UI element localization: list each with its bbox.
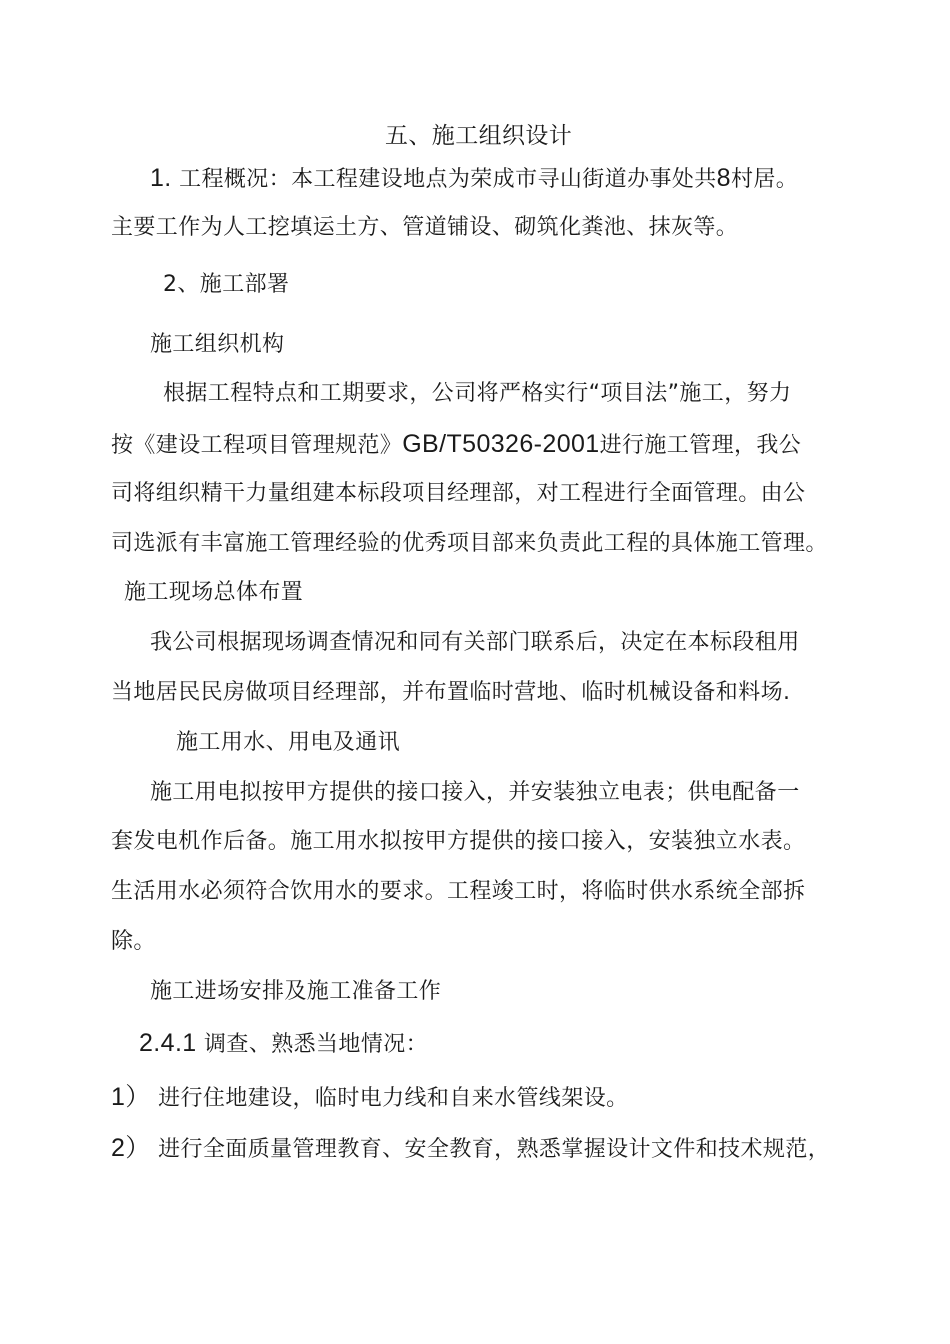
section-number: 1. <box>150 164 172 192</box>
org-text: 按《建设工程项目管理规范》 <box>111 433 403 458</box>
utilities-paragraph-line-4: 除。 <box>111 929 156 954</box>
list-item-text: 进行全面质量管理教育、安全教育，熟悉掌握设计文件和技术规范， <box>158 1137 831 1162</box>
utilities-paragraph-line-1: 施工用电拟按甲方提供的接口接入，并安装独立电表；供电配备一 <box>150 780 800 805</box>
list-item-text: 进行住地建设，临时电力线和自来水管线架设。 <box>158 1086 629 1111</box>
site-heading: 施工现场总体布置 <box>124 580 304 605</box>
utilities-paragraph-line-3: 生活用水必须符合饮用水的要求。工程竣工时，将临时供水系统全部拆 <box>111 879 806 904</box>
preparation-heading: 施工进场安排及施工准备工作 <box>150 979 442 1004</box>
site-paragraph-line-2: 当地居民民房做项目经理部，并布置临时营地、临时机械设备和料场. <box>111 680 791 705</box>
list-item <box>111 1082 629 1114</box>
section-text: 工程概况：本工程建设地点为荣成市寻山街道办事处共 <box>179 167 717 192</box>
utilities-paragraph-line-2: 套发电机作后备。施工用水拟按甲方提供的接口接入，安装独立水表。 <box>111 829 806 854</box>
site-paragraph-line-1: 我公司根据现场调查情况和同有关部门联系后，决定在本标段租用 <box>150 630 800 655</box>
section-1-line-1 <box>150 163 798 195</box>
standard-code: GB/T50326-2001 <box>402 430 600 458</box>
village-count: 8 <box>716 164 731 192</box>
subsection-number: 2.4.1 <box>139 1029 197 1057</box>
subsection-2-4-1 <box>139 1028 428 1060</box>
org-paragraph-line-3: 司将组织精干力量组建本标段项目经理部，对工程进行全面管理。由公 <box>111 481 806 506</box>
org-text-end: 进行施工管理，我公 <box>599 433 802 458</box>
org-paragraph-line-2 <box>111 429 801 461</box>
list-item-number: 1） <box>111 1083 151 1111</box>
list-item <box>111 1133 830 1165</box>
utilities-heading: 施工用水、用电及通讯 <box>176 730 401 755</box>
org-paragraph-line-4: 司选派有丰富施工管理经验的优秀项目部来负责此工程的具体施工管理。 <box>111 531 828 556</box>
section-2-heading: 2、施工部署 <box>163 272 290 297</box>
section-1-line-2: 主要工作为人工挖填运土方、管道铺设、砌筑化粪池、抹灰等。 <box>111 215 739 240</box>
org-paragraph-line-1: 根据工程特点和工期要求，公司将严格实行“项目法”施工，努力 <box>163 381 792 406</box>
section-text-end: 村居。 <box>730 167 799 192</box>
page-title: 五、施工组织设计 <box>385 123 573 149</box>
org-heading: 施工组织机构 <box>150 332 285 357</box>
subsection-text: 调查、熟悉当地情况： <box>204 1032 429 1057</box>
list-item-number: 2） <box>111 1134 151 1162</box>
